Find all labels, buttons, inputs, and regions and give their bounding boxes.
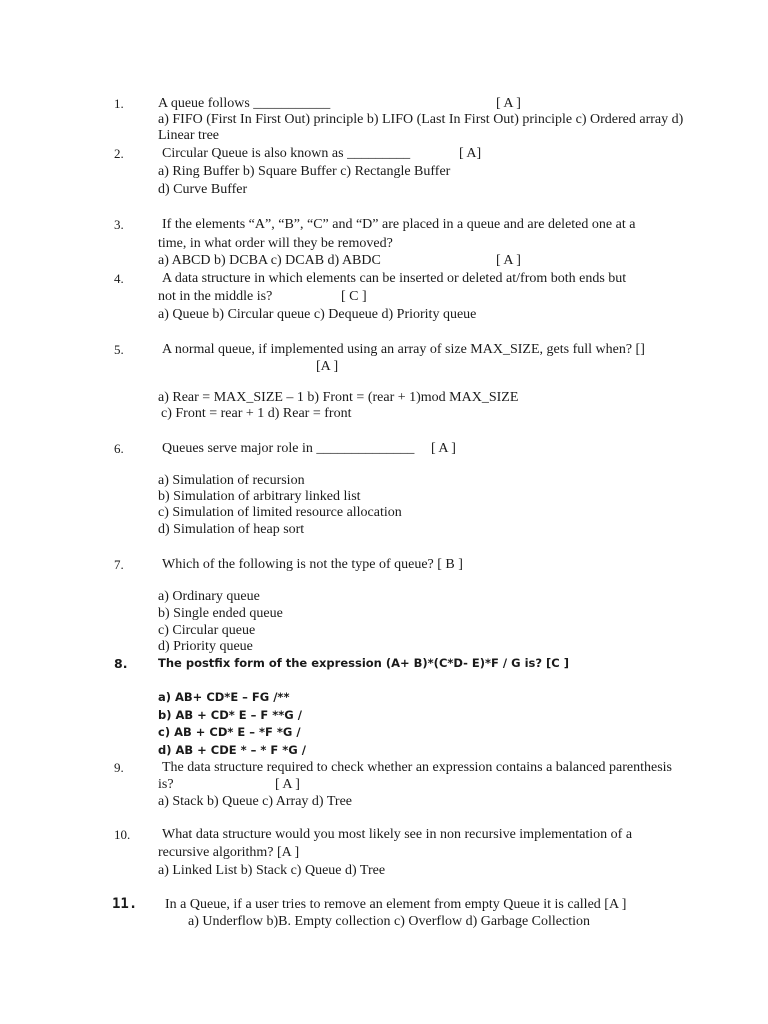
options-line: d) Priority queue bbox=[158, 639, 253, 654]
question-text: not in the middle is? bbox=[158, 289, 273, 304]
options-line: c) Circular queue bbox=[158, 623, 256, 638]
options-line: b) AB + CD* E – F **G / bbox=[158, 708, 302, 722]
question-text: What data structure would you most likely see in non recursive implementation of a bbox=[162, 827, 633, 842]
question-number: 2. bbox=[114, 146, 124, 161]
question-text: A normal queue, if implemented using an array of size MAX_SIZE, gets full when? [] bbox=[162, 342, 645, 357]
question-number: 11. bbox=[112, 896, 138, 912]
answer-key: [ A ] bbox=[496, 96, 521, 111]
options-line: a) Queue b) Circular queue c) Dequeue d) Priority queue bbox=[158, 307, 477, 322]
options-line: d) AB + CDE * – * F *G / bbox=[158, 743, 306, 757]
question-number: 5. bbox=[114, 342, 124, 357]
options-line: Linear tree bbox=[158, 128, 220, 143]
options-line: b) Simulation of arbitrary linked list bbox=[158, 489, 361, 504]
options-line: c) AB + CD* E – *F *G / bbox=[158, 725, 301, 739]
answer-key: [ A ] bbox=[496, 253, 521, 268]
question-text: A data structure in which elements can be inserted or deleted at/from both ends but bbox=[162, 271, 627, 286]
question-text: Circular Queue is also known as _________ bbox=[162, 146, 411, 161]
question-text: time, in what order will they be removed? bbox=[158, 236, 393, 251]
options-line: d) Simulation of heap sort bbox=[158, 522, 305, 537]
options-line: d) Curve Buffer bbox=[158, 182, 248, 197]
question-number: 7. bbox=[114, 557, 124, 572]
question-text: Queues serve major role in ______________ bbox=[162, 441, 415, 456]
question-number: 3. bbox=[114, 217, 124, 232]
options-line: a) AB+ CD*E – FG /** bbox=[158, 690, 290, 704]
question-text: The data structure required to check whether an expression contains a balanced parenthesis bbox=[162, 760, 673, 775]
question-text: The postfix form of the expression (A+ B)*(C*D- E)*F / G is? [C ] bbox=[158, 656, 569, 670]
question-text: In a Queue, if a user tries to remove an element from empty Queue it is called [A ] bbox=[165, 897, 627, 912]
question-number: 4. bbox=[114, 271, 124, 286]
answer-key: [ A ] bbox=[275, 777, 300, 792]
question-text: If the elements “A”, “B”, “C” and “D” are placed in a queue and are deleted one at a bbox=[162, 217, 636, 232]
question-number: 10. bbox=[114, 827, 131, 842]
question-number: 1. bbox=[114, 96, 124, 111]
question-text: A queue follows ___________ bbox=[158, 96, 331, 111]
answer-key: [A ] bbox=[316, 359, 339, 374]
question-number: 6. bbox=[114, 441, 124, 456]
options-line: a) Simulation of recursion bbox=[158, 473, 305, 488]
options-line: a) Underflow b)B. Empty collection c) Overflow d) Garbage Collection bbox=[188, 914, 590, 929]
options-line: c) Simulation of limited resource allocation bbox=[158, 505, 402, 520]
options-line: c) Front = rear + 1 d) Rear = front bbox=[161, 406, 352, 421]
options-line: a) Stack b) Queue c) Array d) Tree bbox=[158, 794, 352, 809]
answer-key: [ A] bbox=[459, 146, 482, 161]
options-line: a) FIFO (First In First Out) principle b) LIFO (Last In First Out) principle c) Ordered array d) bbox=[158, 112, 684, 127]
question-text: recursive algorithm? [A ] bbox=[158, 845, 300, 860]
question-number: 9. bbox=[114, 760, 124, 775]
options-line: a) Ring Buffer b) Square Buffer c) Rectangle Buffer bbox=[158, 164, 451, 179]
options-line: a) ABCD b) DCBA c) DCAB d) ABDC bbox=[158, 253, 381, 268]
options-line: a) Ordinary queue bbox=[158, 589, 260, 604]
options-line: a) Linked List b) Stack c) Queue d) Tree bbox=[158, 863, 386, 878]
question-number: 8. bbox=[114, 656, 128, 671]
answer-key: [ C ] bbox=[341, 289, 367, 304]
options-line: b) Single ended queue bbox=[158, 606, 283, 621]
options-line: a) Rear = MAX_SIZE – 1 b) Front = (rear + 1)mod MAX_SIZE bbox=[158, 390, 519, 405]
answer-key: [ A ] bbox=[431, 441, 456, 456]
question-text: Which of the following is not the type of queue? [ B ] bbox=[162, 557, 463, 572]
question-text: is? bbox=[158, 777, 174, 792]
